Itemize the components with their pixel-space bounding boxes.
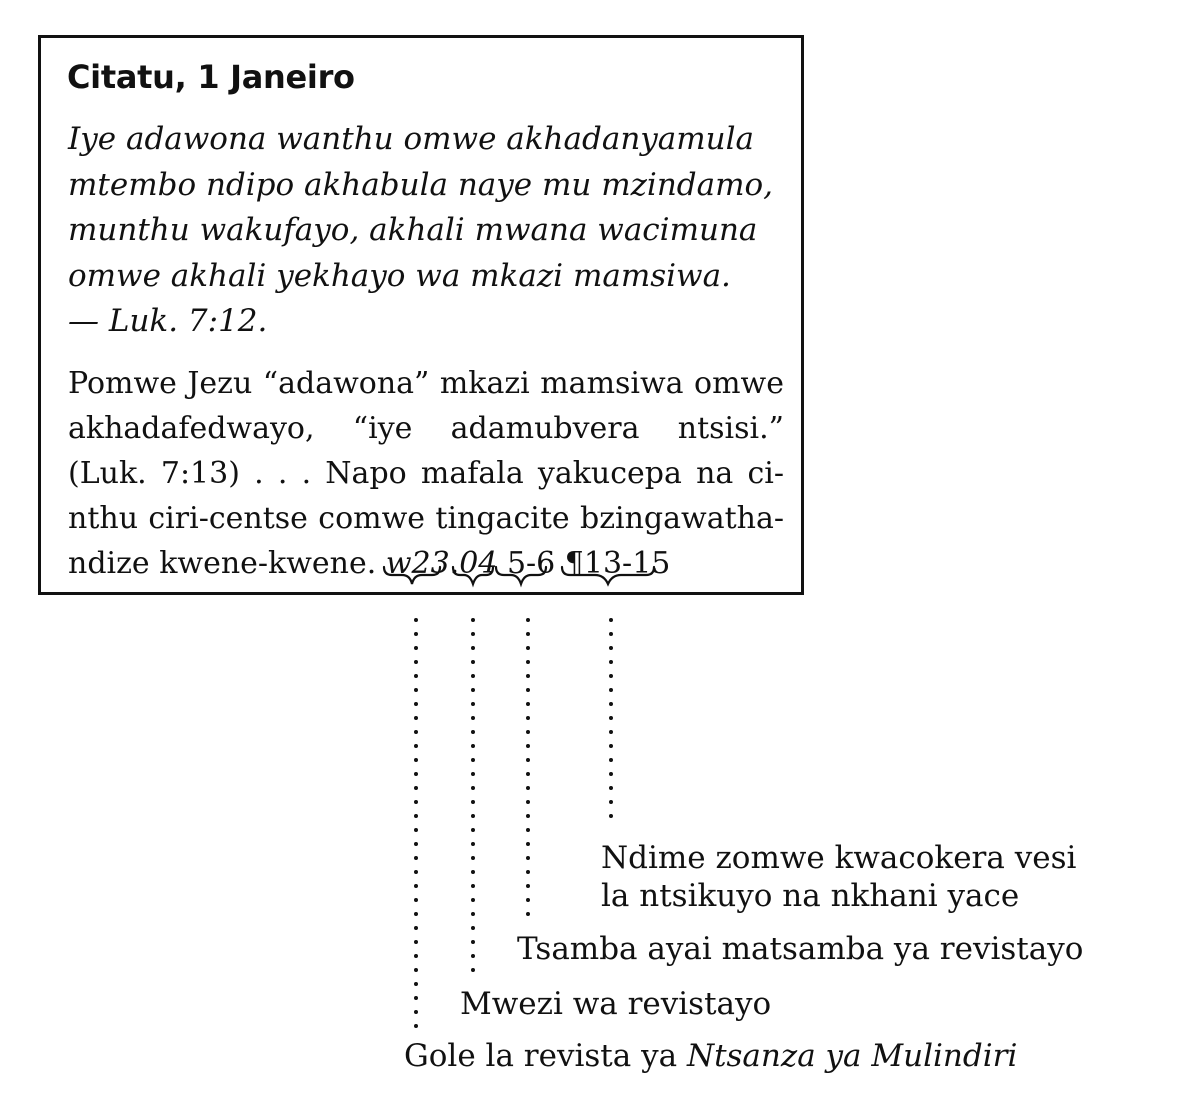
legend-paragraphs-line: Ndime zomwe kwacokera vesi [601,840,1077,876]
brace-issue [453,567,493,584]
ref-publication: w23 [385,546,450,581]
comment-line: (Luk. 7:13) . . . Napo mafala yakucepa na ci- [68,456,784,491]
legend-year-prefix: Gole la revista ya [404,1038,687,1074]
legend-year [404,1036,1017,1076]
day-heading: Citatu, 1 Janeiro [67,58,355,96]
scripture-line: omwe akhali yekhayo wa mkazi mamsiwa. [68,257,731,294]
ref-issue: .04 [449,546,498,581]
comment-line: ndize kwene-kwene. [68,546,377,581]
legend-paragraphs-line: la ntsikuyo na nkhani yace [601,878,1020,914]
scripture-line: mtembo ndipo akhabula naye mu mzindamo, [68,166,774,203]
brace-paragraphs [562,567,654,584]
brace-publication [384,567,440,584]
legend-paragraphs [601,838,1076,916]
comment-line: nthu ciri-centse comwe tingacite bzingawatha- [68,501,784,536]
comment-line: akhadafedwayo, “iye adamubvera ntsisi.” [68,411,784,446]
ref-paragraphs: ¶13-15 [564,546,671,581]
brace-pages [496,567,546,584]
legend-pages: Tsamba ayai matsamba ya revistayo [517,931,1084,967]
scripture-citation: — Luk. 7:12. [68,303,268,339]
comment-line: Pomwe Jezu “adawona” mkazi mamsiwa omwe [68,366,784,401]
scripture-line: munthu wakufayo, akhali mwana wacimuna [68,212,758,248]
ref-pages: 5-6 [506,546,556,581]
legend-month: Mwezi wa revistayo [460,986,772,1022]
scripture-line: Iye adawona wanthu omwe akhadanyamula [68,121,755,157]
legend-year-title: Ntsanza ya Mulindiri [686,1038,1018,1074]
